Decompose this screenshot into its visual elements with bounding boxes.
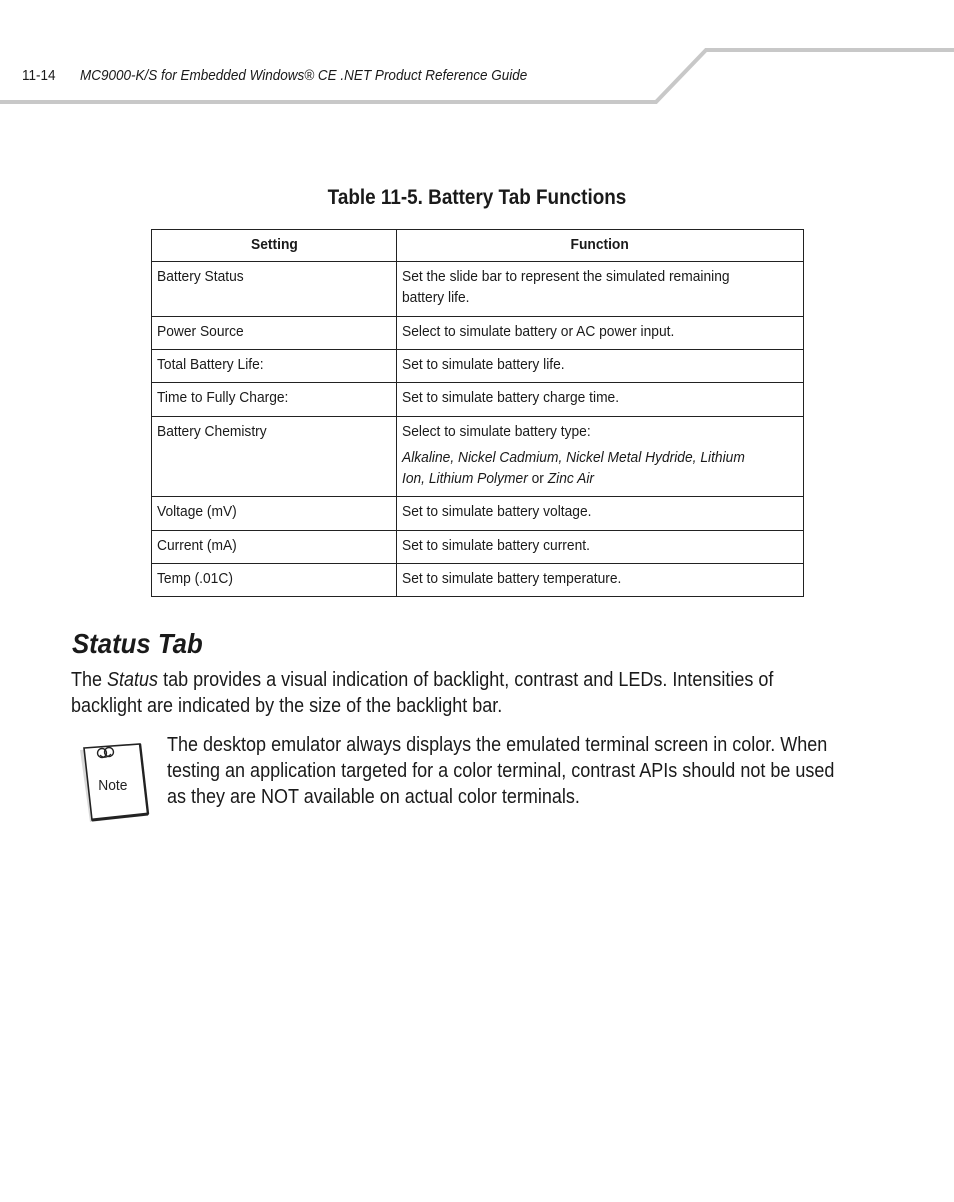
table-row <box>152 497 804 531</box>
header-setting: Setting <box>152 230 397 262</box>
setting-cell: Current (mA) <box>152 531 397 564</box>
setting-cell: Battery Chemistry <box>152 417 397 497</box>
chemistry-types-last: Zinc Air <box>547 470 595 487</box>
function-cell: Set to simulate battery life. <box>397 350 804 383</box>
note-text: The desktop emulator always displays the emulated terminal screen in color. When testing an application targeted for a color terminal, contrast APIs should not be used as they are NOT available on actual color terminals. <box>167 734 835 808</box>
table-header-row <box>152 230 804 262</box>
function-cell: Select to simulate battery type: Alkaline, Nickel Cadmium, Nickel Metal Hydride, Lithium Ion, Lithium Polymer or Zinc Air <box>397 417 804 497</box>
para-status-term: Status <box>107 669 159 691</box>
battery-tab-functions-table <box>151 229 804 597</box>
setting-cell: Voltage (mV) <box>152 497 397 531</box>
table-row <box>152 383 804 417</box>
setting-cell: Total Battery Life: <box>152 350 397 383</box>
header-rule <box>0 0 954 110</box>
table-row <box>152 262 804 317</box>
running-title: MC9000-K/S for Embedded Windows® CE .NET Product Reference Guide <box>80 67 528 84</box>
para-rest: tab provides a visual indication of backlight, contrast and LEDs. Intensities of backlight are indicated by the size of the backlight bar. <box>71 669 774 717</box>
table-row <box>152 564 804 597</box>
function-cell: Set to simulate battery voltage. <box>397 497 804 531</box>
para-the: The <box>71 669 103 691</box>
table-caption: Table 11-5. Battery Tab Functions <box>327 186 627 209</box>
table-row <box>152 531 804 564</box>
function-cell: Set to simulate battery charge time. <box>397 383 804 417</box>
chemistry-types-list: Alkaline, Nickel Cadmium, Nickel Metal Hydride, Lithium Ion, Lithium Polymer <box>402 449 745 487</box>
setting-cell: Temp (.01C) <box>152 564 397 597</box>
section-heading: Status Tab <box>72 628 203 659</box>
function-cell: Set the slide bar to represent the simulated remaining battery life. <box>397 262 804 317</box>
chemistry-types-or: or <box>531 470 544 487</box>
note-icon <box>78 742 154 826</box>
header-function: Function <box>397 230 804 262</box>
function-cell: Set to simulate battery current. <box>397 531 804 564</box>
setting-cell: Time to Fully Charge: <box>152 383 397 417</box>
status-tab-paragraph <box>71 667 827 719</box>
chemistry-types <box>402 447 798 489</box>
function-cell: Set to simulate battery temperature. <box>397 564 804 597</box>
setting-cell: Battery Status <box>152 262 397 317</box>
setting-cell: Power Source <box>152 317 397 350</box>
note-icon-label: Note <box>98 777 128 795</box>
function-cell: Select to simulate battery or AC power input. <box>397 317 804 350</box>
table-row <box>152 350 804 383</box>
table-row <box>152 317 804 350</box>
page-number: 11-14 <box>22 67 56 84</box>
table-row <box>152 417 804 497</box>
